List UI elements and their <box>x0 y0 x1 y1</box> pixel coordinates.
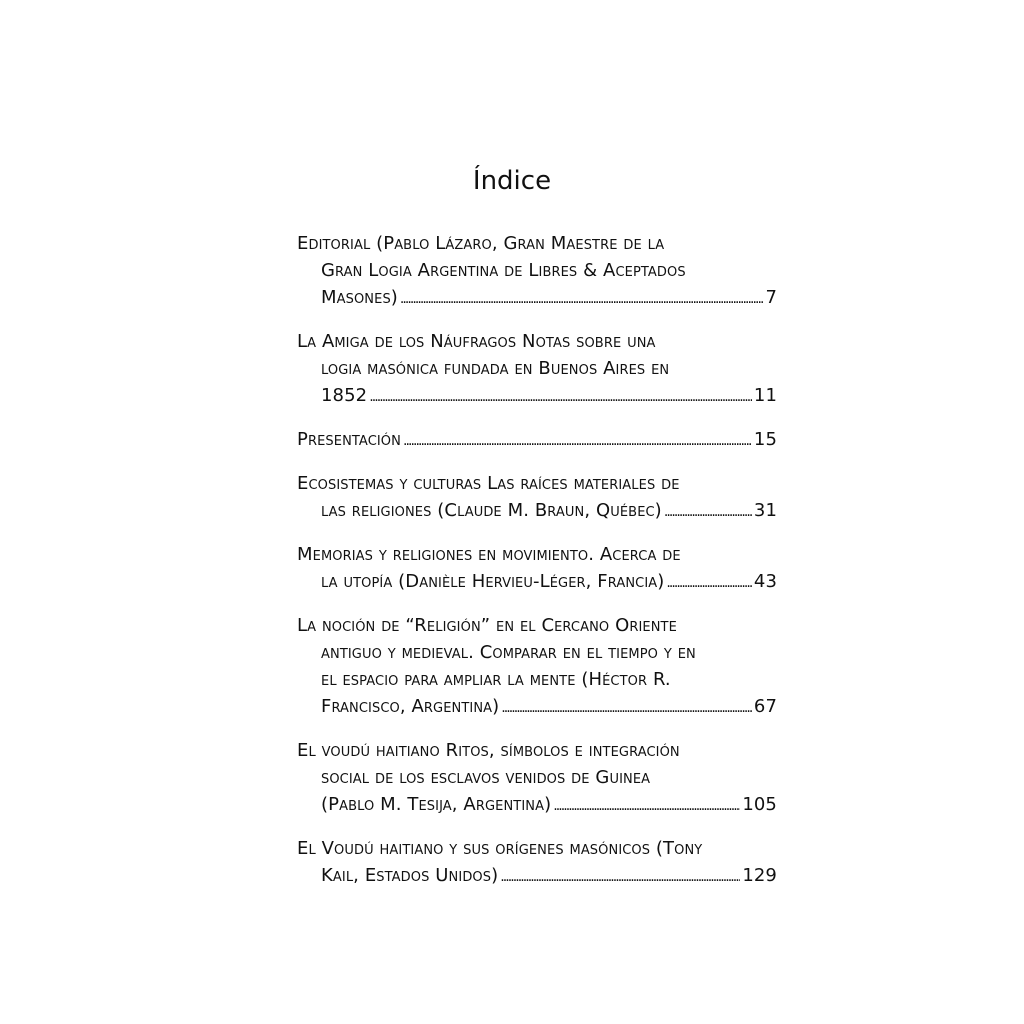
dot-leader <box>664 497 752 526</box>
toc-entry-line <box>297 257 777 284</box>
toc-entry-text: Editorial (Pablo Lázaro, Gran Maestre de la <box>297 233 665 254</box>
dot-leader <box>501 693 752 722</box>
toc-page-number: 105 <box>742 794 777 815</box>
toc-entry <box>297 612 777 722</box>
toc-page-number: 43 <box>753 571 777 592</box>
dot-leader <box>553 791 740 820</box>
toc-entry-text: logia masónica fundada en Buenos Aires en <box>321 358 670 379</box>
toc-entry-text: (Pablo M. Tesija, Argentina) <box>321 794 552 815</box>
dot-leader <box>666 568 752 597</box>
toc-entry-text: Memorias y religiones en movimiento. Acerca de <box>297 544 681 565</box>
toc-entry-line <box>297 612 777 639</box>
table-of-contents <box>297 230 777 906</box>
toc-entry-text: La noción de “Religión” en el Cercano Oriente <box>297 615 677 636</box>
toc-entry <box>297 426 777 455</box>
toc-entry-line <box>297 737 777 764</box>
toc-entry-line <box>297 230 777 257</box>
toc-page-number: 11 <box>753 385 777 406</box>
toc-entry <box>297 737 777 820</box>
toc-entry-text: El Voudú haitiano y sus orígenes masónicos (Tony <box>297 838 703 859</box>
toc-page-number: 67 <box>753 696 777 717</box>
toc-page-number: 129 <box>742 865 777 886</box>
toc-entry-line <box>297 355 777 382</box>
toc-entry-line <box>297 426 777 455</box>
toc-entry-line <box>297 541 777 568</box>
toc-entry-text: Gran Logia Argentina de Libres & Aceptados <box>321 260 686 281</box>
toc-entry-line <box>297 835 777 862</box>
toc-entry-line <box>297 666 777 693</box>
toc-entry-text: La Amiga de los Náufragos Notas sobre una <box>297 331 656 352</box>
toc-page-number: 7 <box>765 287 777 308</box>
toc-entry-line <box>297 764 777 791</box>
toc-entry-text: Presentación <box>297 429 401 450</box>
dot-leader <box>403 426 752 455</box>
toc-entry-text: social de los esclavos venidos de Guinea <box>321 767 651 788</box>
toc-entry-line <box>297 328 777 355</box>
toc-entry-line <box>297 693 777 722</box>
toc-entry-line <box>297 497 777 526</box>
toc-entry-text: Masones) <box>321 287 398 308</box>
toc-entry <box>297 230 777 313</box>
toc-page-number: 15 <box>753 429 777 450</box>
dot-leader <box>400 284 764 313</box>
toc-entry-text: 1852 <box>321 385 368 406</box>
dot-leader <box>500 862 740 891</box>
toc-entry <box>297 470 777 526</box>
toc-entry-text: Francisco, Argentina) <box>321 696 500 717</box>
toc-entry-text: antiguo y medieval. Comparar en el tiempo y en <box>321 642 696 663</box>
toc-entry <box>297 541 777 597</box>
dot-leader <box>369 382 752 411</box>
toc-page-number: 31 <box>753 500 777 521</box>
toc-entry-text: el espacio para ampliar la mente (Héctor R. <box>321 669 671 690</box>
page-title: Índice <box>472 166 552 197</box>
toc-entry-line <box>297 284 777 313</box>
toc-entry-line <box>297 568 777 597</box>
toc-entry-line <box>297 791 777 820</box>
toc-entry-text: la utopía (Danièle Hervieu-Léger, Francia) <box>321 571 665 592</box>
toc-entry <box>297 328 777 411</box>
toc-entry <box>297 835 777 891</box>
toc-entry-line <box>297 382 777 411</box>
toc-entry-text: Kail, Estados Unidos) <box>321 865 499 886</box>
toc-entry-text: Ecosistemas y culturas Las raíces materiales de <box>297 473 680 494</box>
toc-entry-line <box>297 862 777 891</box>
toc-entry-line <box>297 470 777 497</box>
toc-entry-text: las religiones (Claude M. Braun, Québec) <box>321 500 662 521</box>
toc-entry-line <box>297 639 777 666</box>
toc-entry-text: El voudú haitiano Ritos, símbolos e integración <box>297 740 680 761</box>
